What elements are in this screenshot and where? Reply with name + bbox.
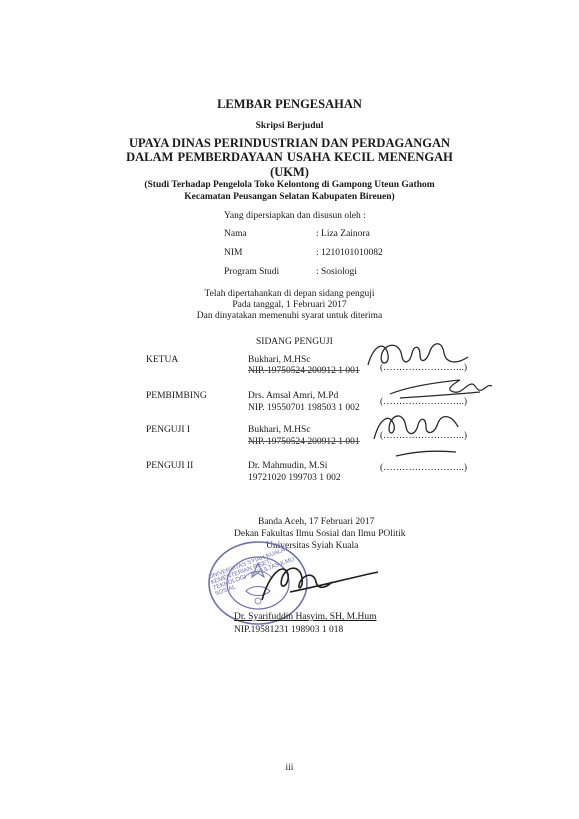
signature-penguji-1 [368, 407, 468, 447]
signature-dean [250, 552, 390, 612]
page-subtitle: Skripsi Berjudul [255, 121, 324, 131]
thesis-title-line1: UPAYA DINAS PERINDUSTRIAN DAN PERDAGANGAN [128, 136, 451, 150]
signature-ketua [360, 335, 480, 375]
member-role: PEMBIMBING [146, 391, 207, 401]
signature-pembimbing [380, 370, 510, 404]
prepared-value-prodi: : Sosiologi [316, 267, 357, 277]
member-name: Bukhari, M.HSc [248, 425, 311, 435]
member-role: KETUA [146, 355, 179, 365]
member-name: Dr. Mahmudin, M.Si [248, 461, 328, 471]
thesis-title-line2: DALAM PEMBERDAYAAN USAHA KECIL MENENGAH [126, 150, 453, 164]
approval-position2: Universitas Syiah Kuala [266, 541, 359, 551]
dean-nip: NIP.19581231 198903 1 018 [234, 625, 344, 635]
member-role: PENGUJI II [146, 461, 194, 471]
member-name: Bukhari, M.HSc [248, 355, 311, 365]
prepared-value-nim: : 1210101010082 [316, 248, 383, 258]
prepared-label-nim: NIM [224, 248, 243, 258]
prepared-label-nama: Nama [224, 229, 247, 239]
page-title: LEMBAR PENGESAHAN [217, 97, 362, 111]
member-nip: NIP. 19750524 200912 1 001 [248, 437, 360, 447]
member-sign-line: (……………………..) [380, 397, 468, 407]
page-number: iii [285, 763, 294, 773]
prepared-intro: Yang dipersiapkan dan disusun oleh : [224, 211, 366, 221]
committee-heading: SIDANG PENGUJI [256, 337, 333, 347]
member-name: Drs. Amsal Amri, M.Pd [248, 391, 339, 401]
defense-line2: Pada tanggal, 1 Februari 2017 [232, 300, 347, 310]
thesis-title-line3: (UKM) [270, 165, 309, 179]
member-role: PENGUJI I [146, 425, 191, 435]
signature-penguji-2 [392, 446, 462, 462]
member-sign-line: (……………………..) [380, 431, 468, 441]
prepared-label-prodi: Program Studi [224, 267, 280, 277]
dean-name: Dr. Syarifuddin Hasyim, SH, M.Hum [234, 612, 377, 622]
member-sign-line: (……………………..) [380, 463, 468, 473]
study-line2: Kecamatan Peusangan Selatan Kabupaten Bireuen) [184, 192, 395, 202]
stamp-text: UNIVERSITAS SYIAH KUALA · KEMENTERIAN RISET, TEKNOLOGI · FAKULTAS ILMU SOSIAL [208, 546, 296, 598]
member-nip: 19721020 199703 1 002 [248, 473, 341, 483]
defense-line3: Dan dinyatakan memenuhi syarat untuk diterima [196, 311, 383, 321]
member-nip: NIP. 19550701 198503 1 002 [248, 403, 360, 413]
defense-line1: Telah dipertahankan di depan sidang penguji [204, 289, 375, 299]
study-line1: (Studi Terhadap Pengelola Toko Kelontong di Gampong Uteun Gathom [144, 180, 435, 190]
approval-place-date: Banda Aceh, 17 Februari 2017 [258, 517, 375, 527]
member-nip: NIP. 19750524 200912 1 001 [248, 366, 360, 376]
approval-position1: Dekan Fakultas Ilmu Sosial dan Ilmu POlitik [234, 529, 406, 539]
member-sign-line: (……………………..) [380, 363, 468, 373]
prepared-value-nama: : Liza Zainora [316, 229, 370, 239]
